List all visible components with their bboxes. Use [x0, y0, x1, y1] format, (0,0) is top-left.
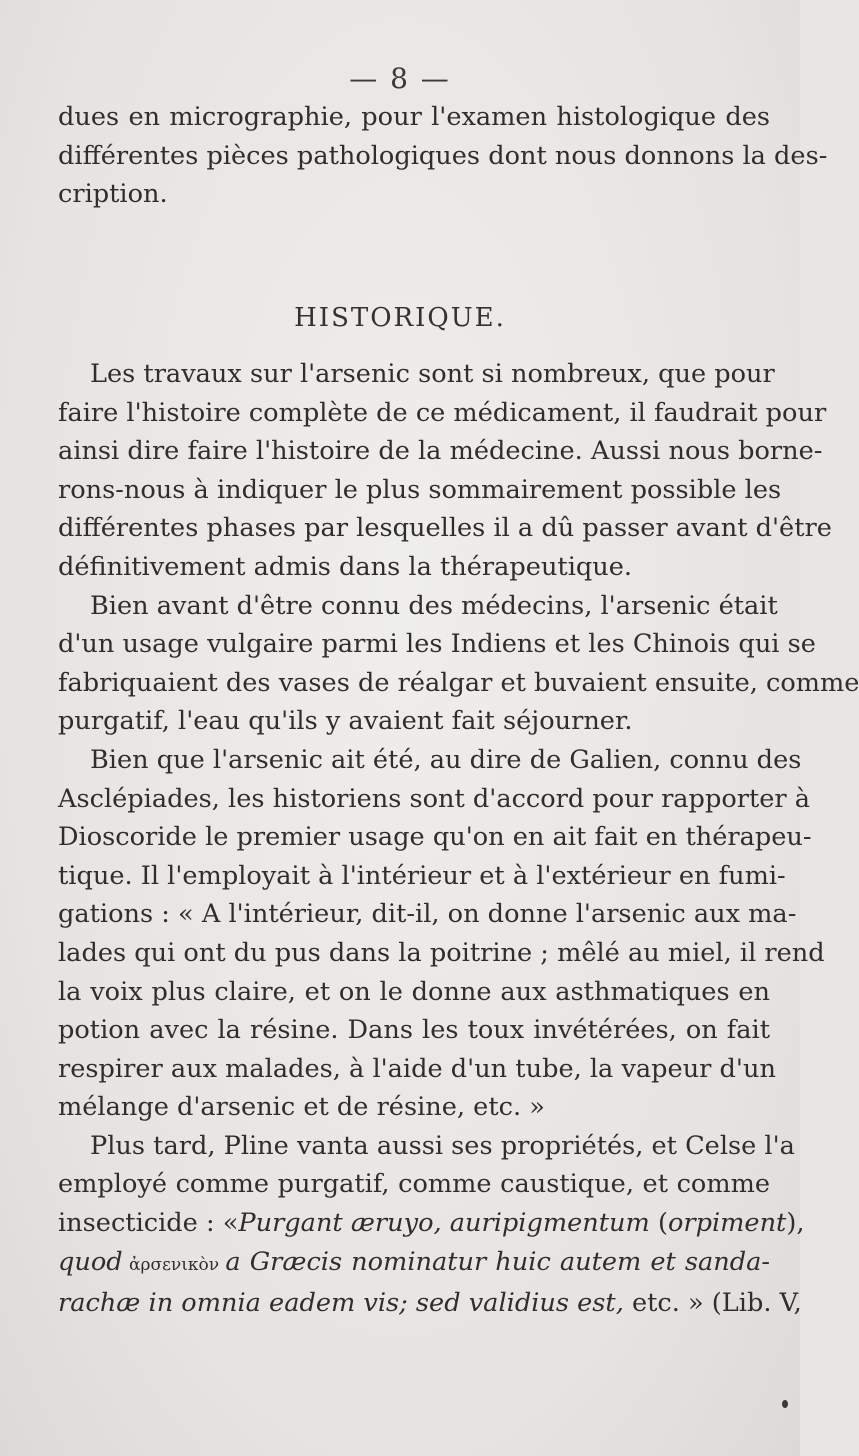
text-line: ainsi dire faire l'histoire de la médecine. Aussi nous borne-: [58, 436, 823, 467]
text-line: faire l'histoire complète de ce médicament, il faudrait pour: [58, 397, 827, 428]
latin-quote: a Græcis nominatur huic autem et sanda-: [225, 1246, 770, 1277]
text-line-mixed: [58, 1204, 805, 1243]
text-line: Plus tard, Pline vanta aussi ses propriétés, et Celse l'a: [90, 1130, 795, 1161]
text-fragment: (: [649, 1208, 668, 1239]
latin-quote: rachæ in omnia eadem vis; sed validius est,: [58, 1288, 624, 1319]
text-fragment: ),: [786, 1208, 805, 1239]
text-line: Les travaux sur l'arsenic sont si nombreux, que pour: [90, 359, 775, 389]
text-line: respirer aux malades, à l'aide d'un tube, la vapeur d'un: [58, 1053, 776, 1084]
text-fragment: insecticide : «: [58, 1208, 239, 1239]
text-line: définitivement admis dans la thérapeutique.: [58, 551, 633, 582]
main-text: [58, 355, 859, 1323]
page-number: — 8 —: [349, 62, 451, 95]
text-line: tique. Il l'employait à l'intérieur et à l'extérieur en fumi-: [58, 860, 786, 891]
text-line-mixed: [58, 1243, 770, 1285]
text-line: différentes phases par lesquelles il a dû passer avant d'être: [58, 513, 832, 544]
text-line: différentes pièces pathologiques dont nous donnons la des-: [58, 140, 828, 171]
text-line: lades qui ont du pus dans la poitrine ; mêlé au miel, il rend: [58, 937, 825, 968]
text-line: potion avec la résine. Dans les toux invétérées, on fait: [58, 1015, 770, 1046]
text-line: Dioscoride le premier usage qu'on en ait fait en thérapeu-: [58, 822, 812, 853]
text-line: d'un usage vulgaire parmi les Indiens et les Chinois qui se: [58, 629, 816, 660]
text-line: cription.: [58, 179, 168, 210]
section-heading: HISTORIQUE.: [294, 303, 506, 333]
text-line: mélange d'arsenic et de résine, etc. »: [58, 1092, 545, 1123]
latin-quote: quod: [58, 1246, 123, 1277]
text-fragment: etc. » (Lib. V,: [623, 1288, 802, 1319]
text-line: Bien avant d'être connu des médecins, l'arsenic était: [90, 590, 778, 621]
text-line: fabriquaient des vases de réalgar et buvaient ensuite, comme: [58, 667, 859, 698]
text-line: Bien que l'arsenic ait été, au dire de Galien, connu des: [90, 744, 802, 775]
text-line: dues en micrographie, pour l'examen histologique des: [58, 102, 770, 132]
text-line-mixed: [58, 1284, 802, 1323]
text-line: purgatif, l'eau qu'ils y avaient fait séjourner.: [58, 706, 633, 737]
latin-gloss: orpiment: [667, 1208, 787, 1239]
text-line: Asclépiades, les historiens sont d'accord pour rapporter à: [58, 783, 811, 814]
ink-speck: [782, 1400, 788, 1408]
text-line: la voix plus claire, et on le donne aux asthmatiques en: [58, 976, 770, 1007]
text-line: gations : « A l'intérieur, dit-il, on donne l'arsenic aux ma-: [58, 899, 797, 930]
latin-quote: Purgant æruyo, auripigmentum: [238, 1208, 650, 1239]
text-line: employé comme purgatif, comme caustique, et comme: [58, 1169, 770, 1200]
intro-text: [58, 98, 828, 214]
greek-word: ἀρσενικὸν: [122, 1254, 226, 1275]
text-line: rons-nous à indiquer le plus sommairement possible les: [58, 474, 782, 505]
